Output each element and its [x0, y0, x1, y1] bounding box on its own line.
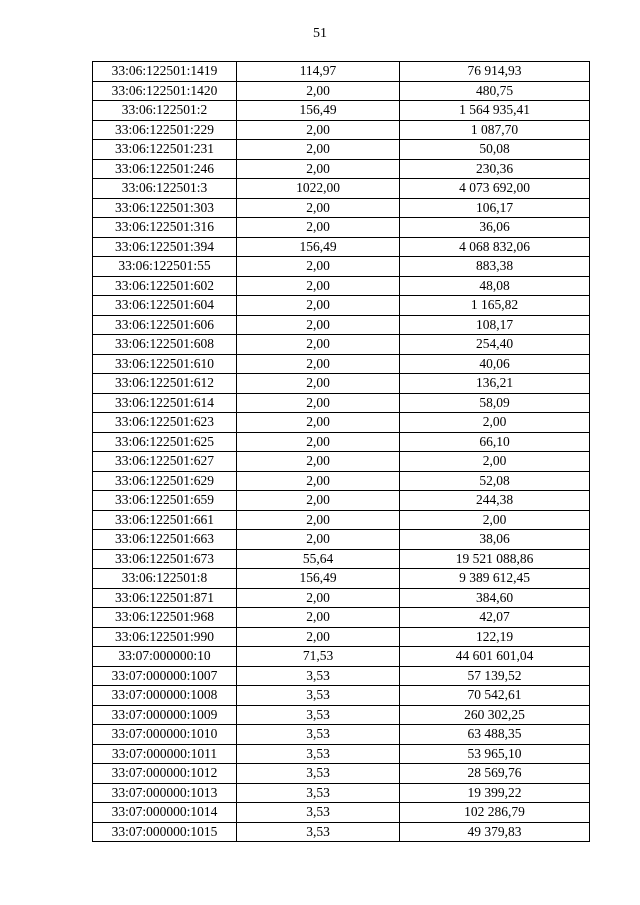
value-cell: 244,38: [400, 491, 590, 511]
table-row: [93, 491, 590, 511]
area-cell: 2,00: [237, 510, 400, 530]
area-cell: 55,64: [237, 549, 400, 569]
cadastral-number-cell: 33:06:122501:55: [93, 257, 237, 277]
table-row: [93, 510, 590, 530]
area-cell: 114,97: [237, 62, 400, 82]
table-row: [93, 686, 590, 706]
area-cell: 2,00: [237, 218, 400, 238]
cadastral-number-cell: 33:06:122501:871: [93, 588, 237, 608]
table-row: [93, 159, 590, 179]
cadastral-number-cell: 33:07:000000:1007: [93, 666, 237, 686]
value-cell: 2,00: [400, 510, 590, 530]
value-cell: 19 521 088,86: [400, 549, 590, 569]
table-row: [93, 744, 590, 764]
value-cell: 480,75: [400, 81, 590, 101]
area-cell: 3,53: [237, 764, 400, 784]
table-row: [93, 471, 590, 491]
area-cell: 3,53: [237, 822, 400, 842]
cadastral-number-cell: 33:06:122501:604: [93, 296, 237, 316]
cadastral-number-cell: 33:07:000000:1014: [93, 803, 237, 823]
area-cell: 2,00: [237, 588, 400, 608]
area-cell: 3,53: [237, 783, 400, 803]
area-cell: 2,00: [237, 354, 400, 374]
table-row: [93, 822, 590, 842]
cadastral-number-cell: 33:06:122501:1420: [93, 81, 237, 101]
area-cell: 2,00: [237, 374, 400, 394]
area-cell: 2,00: [237, 452, 400, 472]
table-row: [93, 452, 590, 472]
area-cell: 2,00: [237, 471, 400, 491]
value-cell: 50,08: [400, 140, 590, 160]
cadastral-number-cell: 33:06:122501:3: [93, 179, 237, 199]
table-row: [93, 725, 590, 745]
value-cell: 76 914,93: [400, 62, 590, 82]
cadastral-number-cell: 33:06:122501:608: [93, 335, 237, 355]
area-cell: 3,53: [237, 744, 400, 764]
table-row: [93, 608, 590, 628]
cadastral-number-cell: 33:06:122501:394: [93, 237, 237, 257]
page-number: 51: [313, 26, 327, 41]
value-cell: 230,36: [400, 159, 590, 179]
value-cell: 1 564 935,41: [400, 101, 590, 121]
value-cell: 49 379,83: [400, 822, 590, 842]
area-cell: 2,00: [237, 257, 400, 277]
area-cell: 2,00: [237, 627, 400, 647]
data-table: [92, 61, 590, 842]
table-row: [93, 588, 590, 608]
area-cell: 3,53: [237, 686, 400, 706]
value-cell: 254,40: [400, 335, 590, 355]
area-cell: 2,00: [237, 608, 400, 628]
table-row: [93, 783, 590, 803]
area-cell: 2,00: [237, 198, 400, 218]
area-cell: 2,00: [237, 335, 400, 355]
table-row: [93, 140, 590, 160]
value-cell: 58,09: [400, 393, 590, 413]
value-cell: 384,60: [400, 588, 590, 608]
value-cell: 108,17: [400, 315, 590, 335]
value-cell: 2,00: [400, 452, 590, 472]
cadastral-number-cell: 33:07:000000:10: [93, 647, 237, 667]
area-cell: 2,00: [237, 491, 400, 511]
cadastral-number-cell: 33:06:122501:602: [93, 276, 237, 296]
value-cell: 57 139,52: [400, 666, 590, 686]
table-row: [93, 276, 590, 296]
cadastral-number-cell: 33:06:122501:246: [93, 159, 237, 179]
table-row: [93, 374, 590, 394]
cadastral-number-cell: 33:06:122501:229: [93, 120, 237, 140]
cadastral-number-cell: 33:06:122501:659: [93, 491, 237, 511]
area-cell: 2,00: [237, 432, 400, 452]
cadastral-number-cell: 33:07:000000:1011: [93, 744, 237, 764]
table-row: [93, 81, 590, 101]
table-row: [93, 62, 590, 82]
table-row: [93, 627, 590, 647]
value-cell: 28 569,76: [400, 764, 590, 784]
cadastral-number-cell: 33:06:122501:990: [93, 627, 237, 647]
cadastral-number-cell: 33:06:122501:623: [93, 413, 237, 433]
value-cell: 70 542,61: [400, 686, 590, 706]
cadastral-number-cell: 33:06:122501:614: [93, 393, 237, 413]
table-row: [93, 179, 590, 199]
area-cell: 3,53: [237, 666, 400, 686]
table-row: [93, 218, 590, 238]
table-row: [93, 101, 590, 121]
table-row: [93, 237, 590, 257]
value-cell: 102 286,79: [400, 803, 590, 823]
table-row: [93, 432, 590, 452]
table-row: [93, 569, 590, 589]
cadastral-number-cell: 33:07:000000:1009: [93, 705, 237, 725]
cadastral-number-cell: 33:06:122501:663: [93, 530, 237, 550]
value-cell: 2,00: [400, 413, 590, 433]
value-cell: 260 302,25: [400, 705, 590, 725]
cadastral-number-cell: 33:06:122501:606: [93, 315, 237, 335]
table-row: [93, 803, 590, 823]
cadastral-number-cell: 33:06:122501:627: [93, 452, 237, 472]
area-cell: 1022,00: [237, 179, 400, 199]
table-row: [93, 647, 590, 667]
value-cell: 122,19: [400, 627, 590, 647]
value-cell: 48,08: [400, 276, 590, 296]
table-row: [93, 413, 590, 433]
value-cell: 106,17: [400, 198, 590, 218]
cadastral-number-cell: 33:06:122501:612: [93, 374, 237, 394]
value-cell: 53 965,10: [400, 744, 590, 764]
area-cell: 71,53: [237, 647, 400, 667]
area-cell: 2,00: [237, 120, 400, 140]
cadastral-number-cell: 33:06:122501:625: [93, 432, 237, 452]
value-cell: 136,21: [400, 374, 590, 394]
value-cell: 4 073 692,00: [400, 179, 590, 199]
value-cell: 1 087,70: [400, 120, 590, 140]
table-row: [93, 666, 590, 686]
cadastral-number-cell: 33:06:122501:2: [93, 101, 237, 121]
area-cell: 2,00: [237, 530, 400, 550]
table-row: [93, 549, 590, 569]
cadastral-number-cell: 33:07:000000:1015: [93, 822, 237, 842]
table-row: [93, 296, 590, 316]
value-cell: 52,08: [400, 471, 590, 491]
area-cell: 3,53: [237, 725, 400, 745]
table-row: [93, 120, 590, 140]
value-cell: 1 165,82: [400, 296, 590, 316]
value-cell: 19 399,22: [400, 783, 590, 803]
area-cell: 156,49: [237, 101, 400, 121]
cadastral-number-cell: 33:07:000000:1008: [93, 686, 237, 706]
cadastral-number-cell: 33:06:122501:610: [93, 354, 237, 374]
cadastral-number-cell: 33:06:122501:1419: [93, 62, 237, 82]
table-body: [93, 62, 590, 842]
area-cell: 2,00: [237, 413, 400, 433]
value-cell: 883,38: [400, 257, 590, 277]
value-cell: 36,06: [400, 218, 590, 238]
cadastral-number-cell: 33:06:122501:968: [93, 608, 237, 628]
cadastral-number-cell: 33:06:122501:231: [93, 140, 237, 160]
value-cell: 44 601 601,04: [400, 647, 590, 667]
table-row: [93, 257, 590, 277]
area-cell: 2,00: [237, 315, 400, 335]
cadastral-number-cell: 33:06:122501:629: [93, 471, 237, 491]
table-row: [93, 393, 590, 413]
cadastral-number-cell: 33:07:000000:1010: [93, 725, 237, 745]
table-row: [93, 530, 590, 550]
cadastral-number-cell: 33:06:122501:303: [93, 198, 237, 218]
area-cell: 2,00: [237, 159, 400, 179]
cadastral-number-cell: 33:06:122501:661: [93, 510, 237, 530]
table-row: [93, 315, 590, 335]
cadastral-number-cell: 33:06:122501:316: [93, 218, 237, 238]
area-cell: 156,49: [237, 569, 400, 589]
cadastral-number-cell: 33:07:000000:1012: [93, 764, 237, 784]
cadastral-number-cell: 33:07:000000:1013: [93, 783, 237, 803]
table-row: [93, 764, 590, 784]
value-cell: 42,07: [400, 608, 590, 628]
area-cell: 2,00: [237, 393, 400, 413]
area-cell: 3,53: [237, 705, 400, 725]
area-cell: 156,49: [237, 237, 400, 257]
cadastral-number-cell: 33:06:122501:673: [93, 549, 237, 569]
area-cell: 2,00: [237, 81, 400, 101]
value-cell: 63 488,35: [400, 725, 590, 745]
area-cell: 2,00: [237, 296, 400, 316]
table-row: [93, 705, 590, 725]
cadastral-number-cell: 33:06:122501:8: [93, 569, 237, 589]
table-row: [93, 354, 590, 374]
value-cell: 9 389 612,45: [400, 569, 590, 589]
table-row: [93, 198, 590, 218]
value-cell: 66,10: [400, 432, 590, 452]
value-cell: 40,06: [400, 354, 590, 374]
table-row: [93, 335, 590, 355]
area-cell: 3,53: [237, 803, 400, 823]
area-cell: 2,00: [237, 276, 400, 296]
value-cell: 38,06: [400, 530, 590, 550]
value-cell: 4 068 832,06: [400, 237, 590, 257]
area-cell: 2,00: [237, 140, 400, 160]
